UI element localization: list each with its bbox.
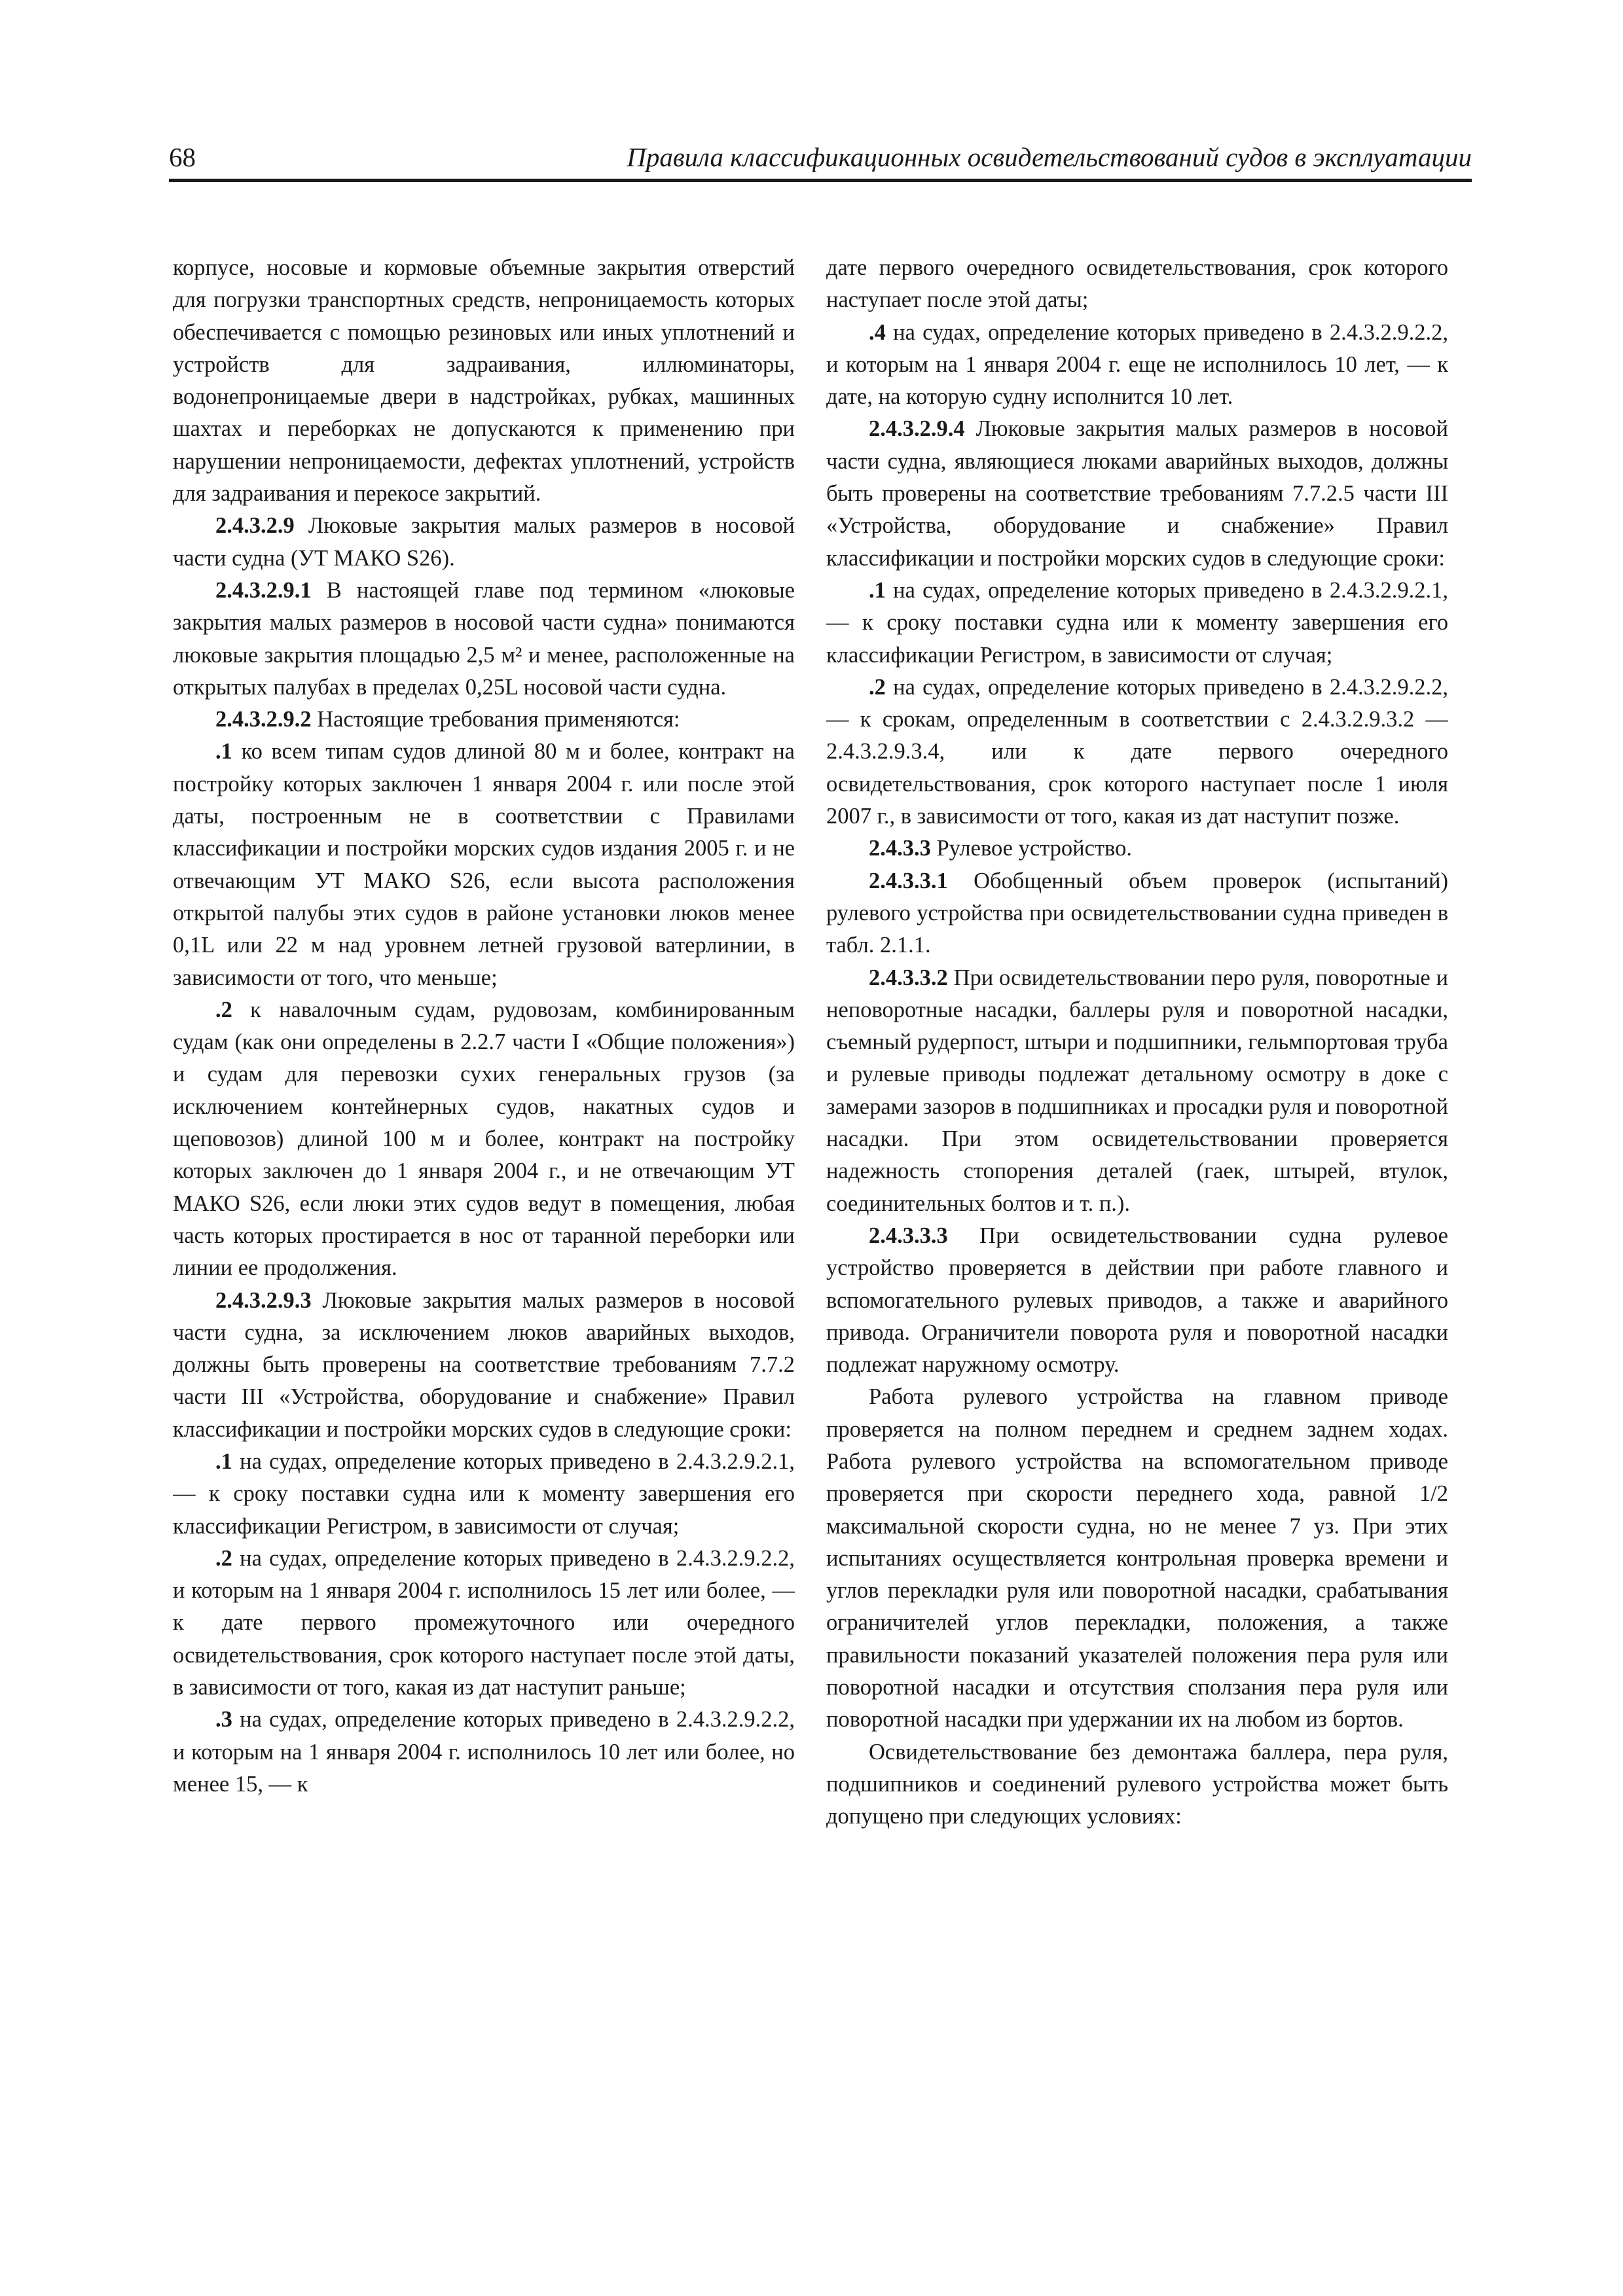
paragraph-text: Рулевое устройство.: [930, 836, 1132, 861]
section-number: .2: [215, 1545, 232, 1571]
paragraph-text: на судах, определение которых приведено в 2.4.3.2.9.2.2, и которым на 1 января 2004 г. исполнилось 15 лет или более, — к дате первого промежуточного или очередного освидетельствования, срок которого наступает после этой даты, в зависимости от того, какая из дат наступит раньше;: [173, 1545, 795, 1700]
paragraph: [173, 994, 795, 1285]
paragraph-text: Обобщенный объем проверок (испытаний) рулевого устройства при освидетельствовании судна приведен в табл. 2.1.1.: [826, 868, 1448, 958]
paragraph-text: Люковые закрытия малых размеров в носовой части судна, за исключением люков аварийных выходов, должны быть проверены на соответствие требованиям 7.7.2 части III «Устройства, оборудование и снабжение» Правил классификации и постройки морских судов в следующие сроки:: [173, 1287, 795, 1442]
section-number: .1: [215, 739, 232, 764]
paragraph: [173, 1543, 795, 1704]
paragraph: [173, 510, 795, 575]
paragraph: [173, 252, 795, 510]
paragraph-text: на судах, определение которых приведено в 2.4.3.2.9.2.2, и которым на 1 января 2004 г. еще не исполнилось 10 лет, — к дате, на которую судну исполнится 10 лет.: [826, 319, 1448, 410]
paragraph: [826, 962, 1448, 1220]
paragraph-text: на судах, определение которых приведено в 2.4.3.2.9.2.2, и которым на 1 января 2004 г. исполнилось 10 лет или более, но менее 15, — к: [173, 1707, 795, 1797]
paragraph: [826, 413, 1448, 574]
paragraph: [826, 1220, 1448, 1381]
paragraph: [173, 736, 795, 994]
page-number: 68: [169, 142, 196, 172]
paragraph-text: Работа рулевого устройства на главном приводе проверяется на полном переднем и среднем заднем ходах. Работа рулевого устройства на вспомогательном приводе проверяется при скорости переднего хода, равной 1/2 максимальной скорости судна, но не менее 7 уз. При этих испытаниях осуществляется контрольная проверка времени и углов перекладки руля или поворотной насадки, срабатывания ограничителей углов перекладки, положения, а также правильности показаний указателей положения пера руля или поворотной насадки и отсутствия сползания пера руля или поворотной насадки при удержании их на любом из бортов.: [826, 1384, 1448, 1732]
paragraph: [173, 704, 795, 736]
paragraph: [826, 317, 1448, 414]
paragraph: [173, 575, 795, 704]
paragraph-text: При освидетельствовании судна рулевое устройство проверяется в действии при работе главного и вспомогательного рулевых приводов, а также и аварийного привода. Ограничители поворота руля и поворотной насадки подлежат наружному осмотру.: [826, 1223, 1448, 1378]
section-number: .2: [215, 997, 232, 1022]
left-column: [173, 252, 795, 2215]
section-number: 2.4.3.2.9.2: [215, 707, 312, 732]
paragraph: [173, 1285, 795, 1446]
paragraph-text: При освидетельствовании перо руля, поворотные и неповоротные насадки, баллеры руля и поворотной насадки, съемный рудерпост, штыри и подшипники, гельмпортовая труба и рулевые приводы подлежат детальному осмотру в доке с замерами зазоров в подшипниках и просадки руля и поворотной насадки. При этом освидетельствовании проверяется надежность стопорения деталей (гаек, штырей, втулок, соединительных болтов и т. п.).: [826, 965, 1448, 1216]
paragraph-text: на судах, определение которых приведено в 2.4.3.2.9.2.2, — к срокам, определенным в соответствии с 2.4.3.2.9.3.2 — 2.4.3.2.9.3.4, или к дате первого очередного освидетельствования, срок которого наступает после 1 июля 2007 г., в зависимости от того, какая из дат наступит позже.: [826, 674, 1448, 829]
paragraph-text: Настоящие требования применяются:: [311, 707, 680, 732]
section-number: 2.4.3.3.2: [869, 965, 948, 990]
paragraph-text: дате первого очередного освидетельствования, срок которого наступает после этой даты;: [826, 255, 1448, 313]
paragraph: [826, 575, 1448, 672]
section-number: 2.4.3.2.9: [215, 513, 295, 539]
paragraph-text: Люковые закрытия малых размеров в носовой части судна (УТ МАКО S26).: [173, 513, 795, 571]
paragraph: [826, 252, 1448, 317]
paragraph-text: Люковые закрытия малых размеров в носовой части судна, являющиеся люками аварийных выходов, должны быть проверены на соответствие требованиям 7.7.2.5 части III «Устройства, оборудование и снабжение» Правил классификации и постройки морских судов в следующие сроки:: [826, 416, 1448, 571]
section-number: 2.4.3.2.9.3: [215, 1287, 312, 1313]
right-column: [826, 252, 1448, 2215]
paragraph: [826, 865, 1448, 962]
paragraph: [826, 1381, 1448, 1736]
section-number: .4: [869, 319, 886, 345]
paragraph: [173, 1446, 795, 1543]
running-header: [169, 142, 1472, 178]
section-number: 2.4.3.2.9.4: [869, 416, 965, 442]
paragraph: [173, 1704, 795, 1801]
section-number: .1: [869, 577, 886, 603]
running-title: Правила классификационных освидетельствований судов в эксплуатации: [627, 142, 1472, 172]
paragraph: [826, 1736, 1448, 1833]
section-number: 2.4.3.3.1: [869, 868, 948, 893]
section-number: .3: [215, 1707, 232, 1732]
section-number: .2: [869, 674, 886, 700]
section-number: 2.4.3.3.3: [869, 1223, 948, 1248]
paragraph-text: В настоящей главе под термином «люковые закрытия малых размеров в носовой части судна» понимаются люковые закрытия площадью 2,5 м² и менее, расположенные на открытых палубах в пределах 0,25L носовой части судна.: [173, 577, 795, 700]
paragraph: [826, 672, 1448, 833]
paragraph-text: на судах, определение которых приведено в 2.4.3.2.9.2.1, — к сроку поставки судна или к моменту завершения его классификации Регистром, в зависимости от случая;: [173, 1448, 795, 1539]
paragraph-text: корпусе, носовые и кормовые объемные закрытия отверстий для погрузки транспортных средств, непроницаемость которых обеспечивается с помощью резиновых или иных уплотнений и устройств для задраивания, иллюминаторы, водонепроницаемые двери в надстройках, рубках, машинных шахтах и переборках не допускаются к применению при нарушении непроницаемости, дефектах уплотнений, устройств для задраивания и перекосе закрытий.: [173, 255, 795, 507]
header-rule: [169, 179, 1472, 182]
paragraph-text: ко всем типам судов длиной 80 м и более, контракт на постройку которых заключен 1 января 2004 г. или после этой даты, построенным не в соответствии с Правилами классификации и постройки морских судов издания 2005 г. и не отвечающим УТ МАКО S26, если высота расположения открытой палубы этих судов в районе установки люков менее 0,1L или 22 м над уровнем летней грузовой ватерлинии, в зависимости от того, что меньше;: [173, 739, 795, 990]
paragraph-text: на судах, определение которых приведено в 2.4.3.2.9.2.1, — к сроку поставки судна или к моменту завершения его классификации Регистром, в зависимости от случая;: [826, 577, 1448, 668]
paragraph-text: к навалочным судам, рудовозам, комбинированным судам (как они определены в 2.2.7 части I «Общие положения») и судам для перевозки сухих генеральных грузов (за исключением контейнерных судов, накатных судов и щеповозов) длиной 100 м и более, контракт на постройку которых заключен до 1 января 2004 г., и не отвечающим УТ МАКО S26, если люки этих судов ведут в помещения, любая часть которых простирается в нос от таранной переборки или линии ее продолжения.: [173, 997, 795, 1281]
section-number: 2.4.3.3: [869, 836, 931, 861]
section-number: .1: [215, 1448, 232, 1474]
paragraph: [826, 833, 1448, 865]
paragraph-text: Освидетельствование без демонтажа баллера, пера руля, подшипников и соединений рулевого устройства может быть допущено при следующих условиях:: [826, 1739, 1448, 1829]
section-number: 2.4.3.2.9.1: [215, 577, 312, 603]
